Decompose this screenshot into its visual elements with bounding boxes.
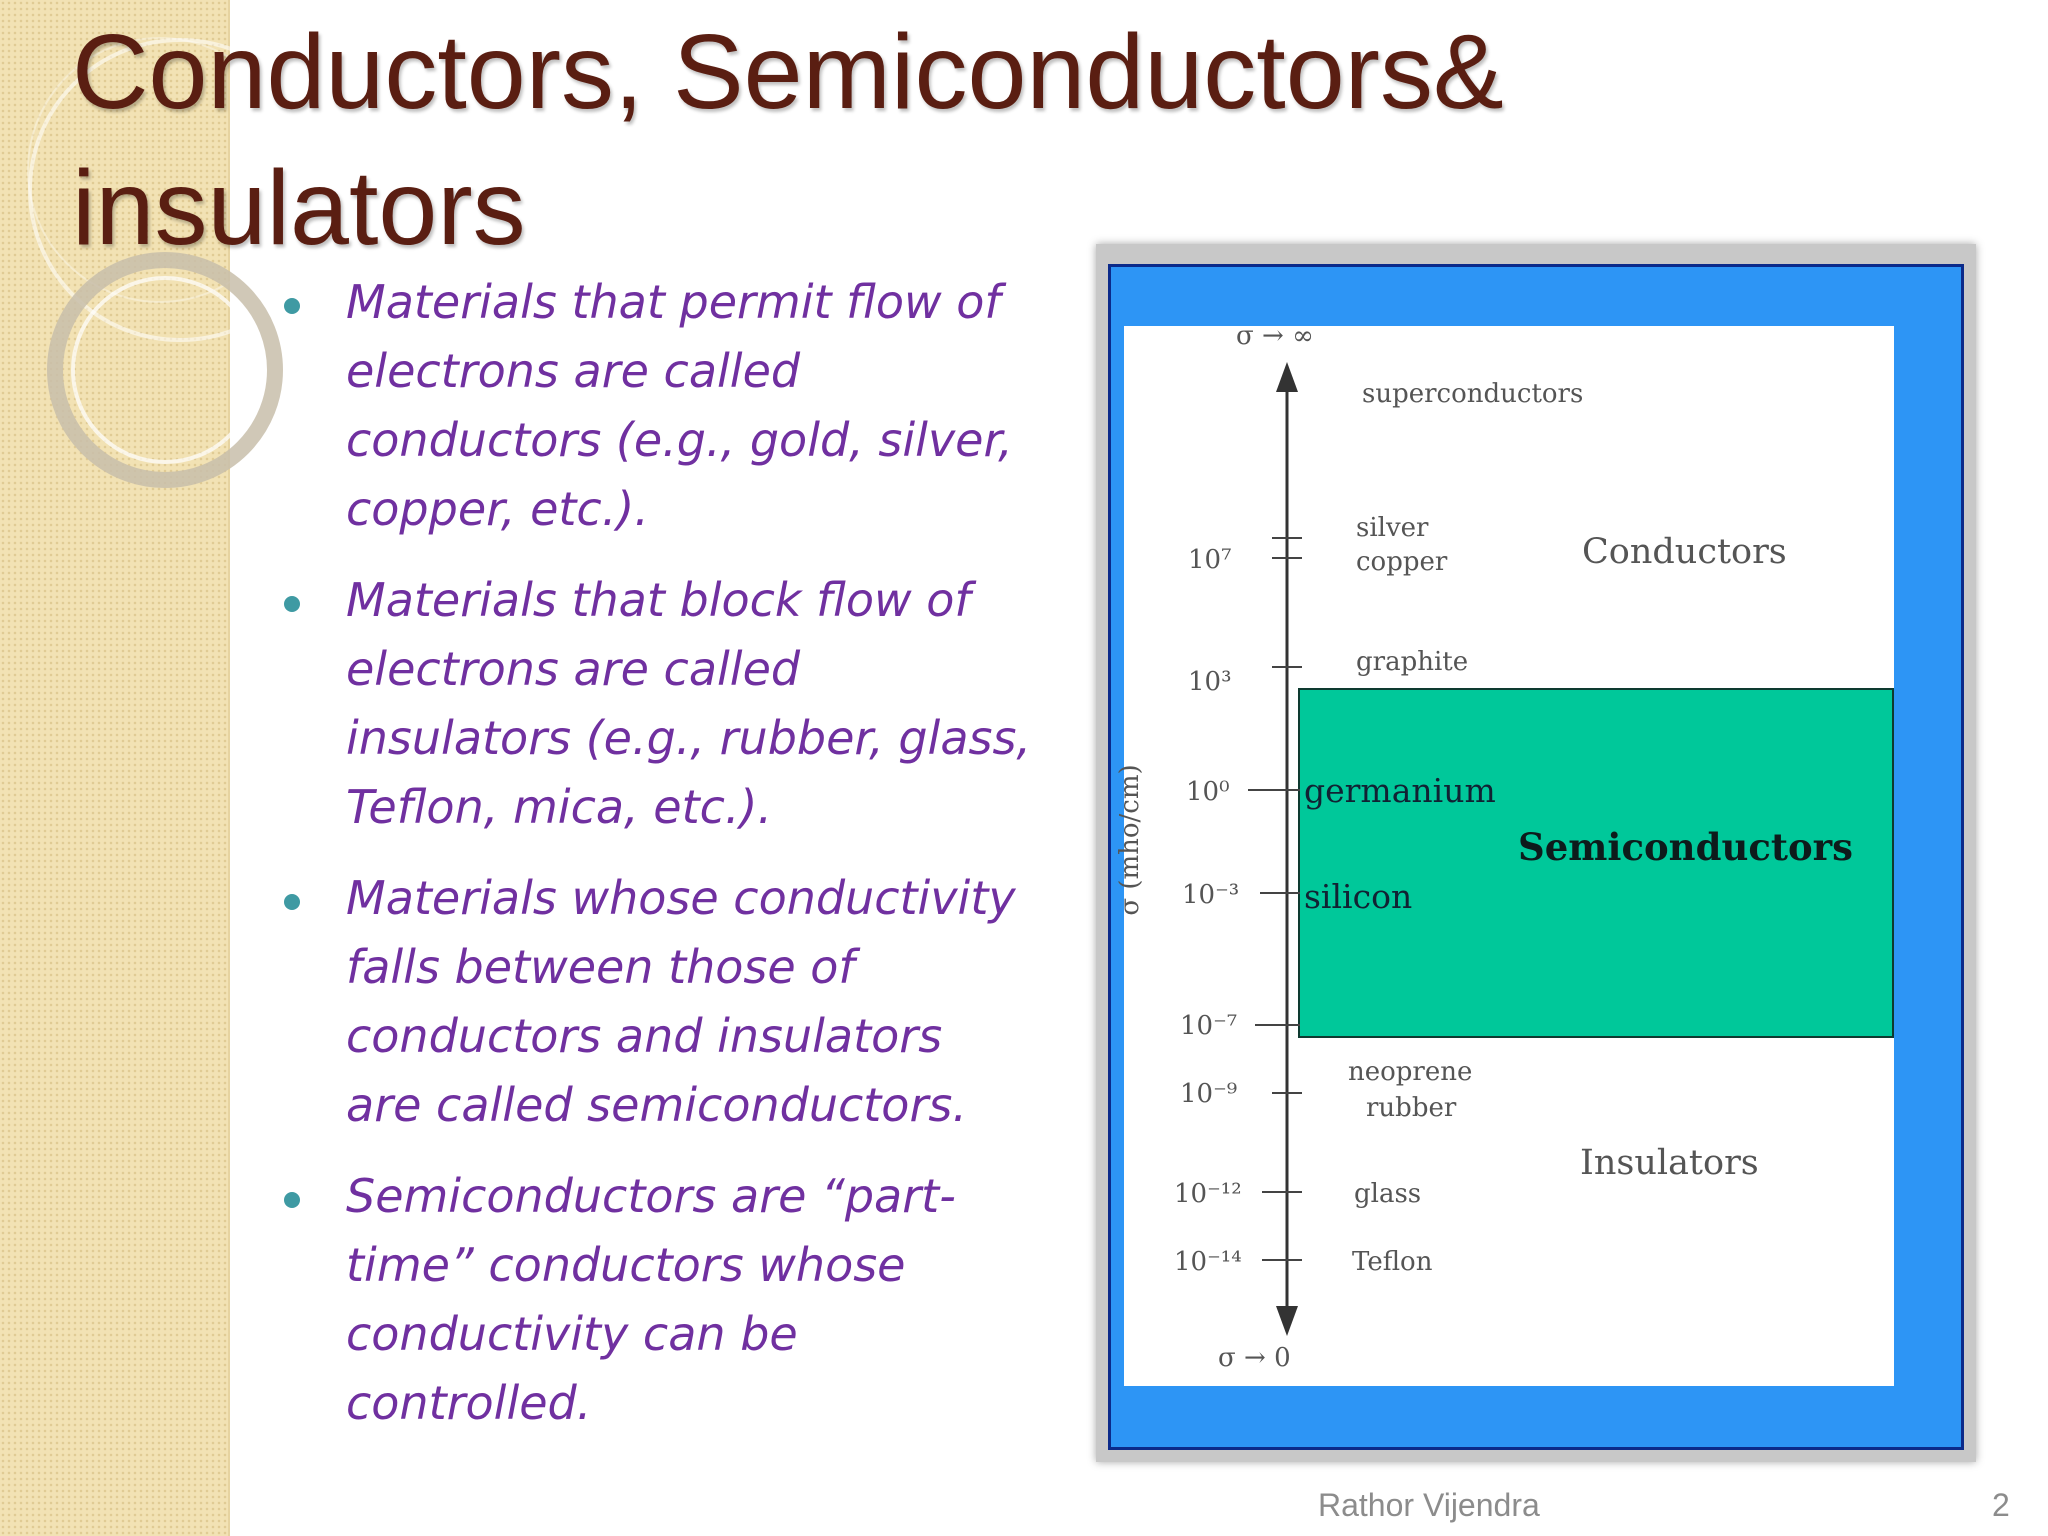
material-silver: silver — [1356, 513, 1429, 543]
material-graphite: graphite — [1356, 647, 1469, 677]
bullet-line: controlled. — [346, 1376, 592, 1430]
slide-title-line-1: Conductors, Semiconductors& — [72, 13, 1504, 131]
bullet-line: Materials that block flow of — [346, 573, 971, 627]
material-germanium: germanium — [1304, 771, 1496, 810]
material-superconductors: superconductors — [1362, 379, 1584, 409]
bullet-line: time” conductors whose — [346, 1238, 906, 1292]
bullet-line: electrons are called — [346, 642, 801, 696]
bullet-line: Materials that permit flow of — [346, 275, 1001, 329]
bullet-line: Semiconductors are “part- — [346, 1169, 956, 1223]
bullet-line: are called semiconductors. — [346, 1078, 967, 1132]
page-number: 2 — [1992, 1487, 2010, 1523]
region-semiconductors: Semiconductors — [1518, 825, 1853, 869]
bullet-line: Teflon, mica, etc.). — [346, 780, 773, 834]
bullet-line: falls between those of — [346, 940, 855, 994]
bullet-line: insulators (e.g., rubber, glass, — [346, 711, 1032, 765]
tick-label: 10⁻⁹ — [1180, 1079, 1238, 1109]
material-teflon: Teflon — [1352, 1247, 1433, 1277]
top-limit-label: σ → ∞ — [1236, 321, 1314, 351]
material-copper: copper — [1356, 547, 1448, 577]
material-neoprene: neoprene — [1348, 1057, 1473, 1087]
tick-label: 10⁻¹⁴ — [1174, 1247, 1242, 1277]
bullet-line: conductivity can be — [346, 1307, 798, 1361]
tick-label: 10⁷ — [1188, 545, 1232, 575]
bullet-line: conductors (e.g., gold, silver, — [346, 413, 1013, 467]
region-conductors: Conductors — [1582, 532, 1787, 572]
bullet-line: Materials whose conductivity — [346, 871, 1016, 925]
bullet-line: conductors and insulators — [346, 1009, 943, 1063]
tick-label: 10³ — [1188, 667, 1232, 697]
axis-arrow-up-icon — [1276, 362, 1298, 392]
material-silicon: silicon — [1304, 877, 1413, 916]
region-insulators: Insulators — [1580, 1143, 1759, 1183]
slide-title-line-2: insulators — [72, 149, 526, 267]
tick-label: 10⁻³ — [1182, 880, 1240, 910]
bullet-line: electrons are called — [346, 344, 801, 398]
axis-arrow-down-icon — [1276, 1306, 1298, 1336]
axis-label: σ (mho/cm) — [1115, 764, 1145, 916]
bottom-limit-label: σ → 0 — [1218, 1343, 1291, 1373]
material-rubber: rubber — [1366, 1093, 1457, 1123]
tick-label: 10⁻¹² — [1174, 1179, 1242, 1209]
footer-author: Rathor Vijendra — [1318, 1487, 1540, 1523]
material-glass: glass — [1354, 1179, 1422, 1209]
bullet-line: copper, etc.). — [346, 482, 649, 536]
tick-label: 10⁻⁷ — [1180, 1011, 1238, 1041]
tick-label: 10⁰ — [1186, 777, 1230, 807]
